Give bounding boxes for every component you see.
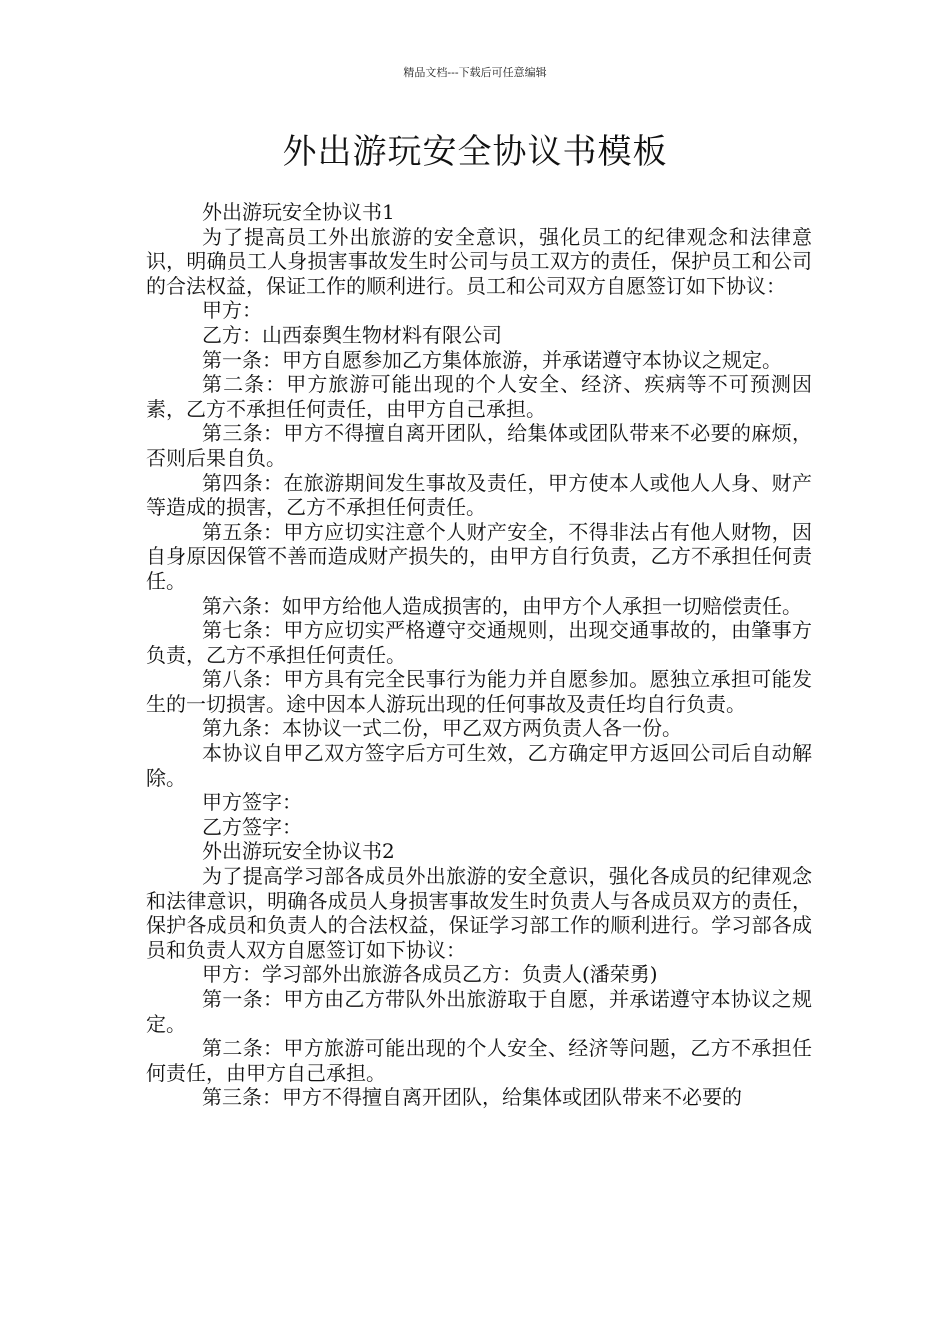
- clause: 第三条：甲方不得擅自离开团队，给集体或团队带来不必要的: [202, 1085, 742, 1110]
- document-title: 外出游玩安全协议书模板: [282, 132, 668, 172]
- section-heading: 外出游玩安全协议书1: [202, 200, 395, 224]
- signature-line-a: 甲方签字：: [202, 790, 302, 815]
- clause: 第五条：甲方应切实注意个人财产安全，不得非法占有他人财物，因自身原因保管不善而造成财产损失的，由甲方自行负责，乙方不承担任何责任。: [146, 519, 812, 593]
- party-a-line: 甲方：: [202, 298, 262, 323]
- document-body: [146, 200, 812, 1110]
- paragraph: 为了提高员工外出旅游的安全意识，强化员工的纪律观念和法律意识，明确员工人身损害事故发生时公司与员工双方的责任，保护员工和公司的合法权益，保证工作的顺利进行。员工和公司双方自愿签订如下协议：: [146, 224, 812, 298]
- clause: 第一条：甲方由乙方带队外出旅游取于自愿，并承诺遵守本协议之规定。: [146, 987, 812, 1036]
- clause: 第七条：甲方应切实严格遵守交通规则，出现交通事故的，由肇事方负责，乙方不承担任何责任。: [146, 618, 812, 667]
- paragraph: 本协议自甲乙双方签字后方可生效，乙方确定甲方返回公司后自动解除。: [146, 741, 812, 790]
- clause: 第六条：如甲方给他人造成损害的，由甲方个人承担一切赔偿责任。: [202, 593, 802, 618]
- clause: 第四条：在旅游期间发生事故及责任，甲方使本人或他人人身、财产等造成的损害，乙方不承担任何责任。: [146, 470, 812, 520]
- signature-line-b: 乙方签字：: [202, 814, 302, 839]
- clause: 第三条：甲方不得擅自离开团队，给集体或团队带来不必要的麻烦，否则后果自负。: [146, 421, 812, 470]
- clause: 第二条：甲方旅游可能出现的个人安全、经济等问题，乙方不承担任何责任，由甲方自己承担。: [146, 1036, 812, 1085]
- page-header: 精品文档---下载后可任意编辑: [403, 66, 547, 79]
- clause: 第九条：本协议一式二份，甲乙双方两负责人各一份。: [202, 716, 682, 741]
- party-b-line: 乙方：山西泰舆生物材料有限公司: [202, 322, 502, 347]
- paragraph: 为了提高学习部各成员外出旅游的安全意识，强化各成员的纪律观念和法律意识，明确各成员人身损害事故发生时负责人与各成员双方的责任，保护各成员和负责人的合法权益，保证学习部工作的顺利进行。学习部各成员和负责人双方自愿签订如下协议：: [146, 864, 812, 962]
- clause: 第二条：甲方旅游可能出现的个人安全、经济、疾病等不可预测因素，乙方不承担任何责任，由甲方自己承担。: [146, 372, 812, 421]
- parties-line: 甲方：学习部外出旅游各成员乙方：负责人(潘荣勇): [202, 962, 658, 987]
- section-heading: 外出游玩安全协议书2: [202, 839, 395, 864]
- clause: 第一条：甲方自愿参加乙方集体旅游，并承诺遵守本协议之规定。: [202, 347, 782, 372]
- clause: 第八条：甲方具有完全民事行为能力并自愿参加。愿独立承担可能发生的一切损害。途中因本人游玩出现的任何事故及责任均自行负责。: [146, 667, 812, 716]
